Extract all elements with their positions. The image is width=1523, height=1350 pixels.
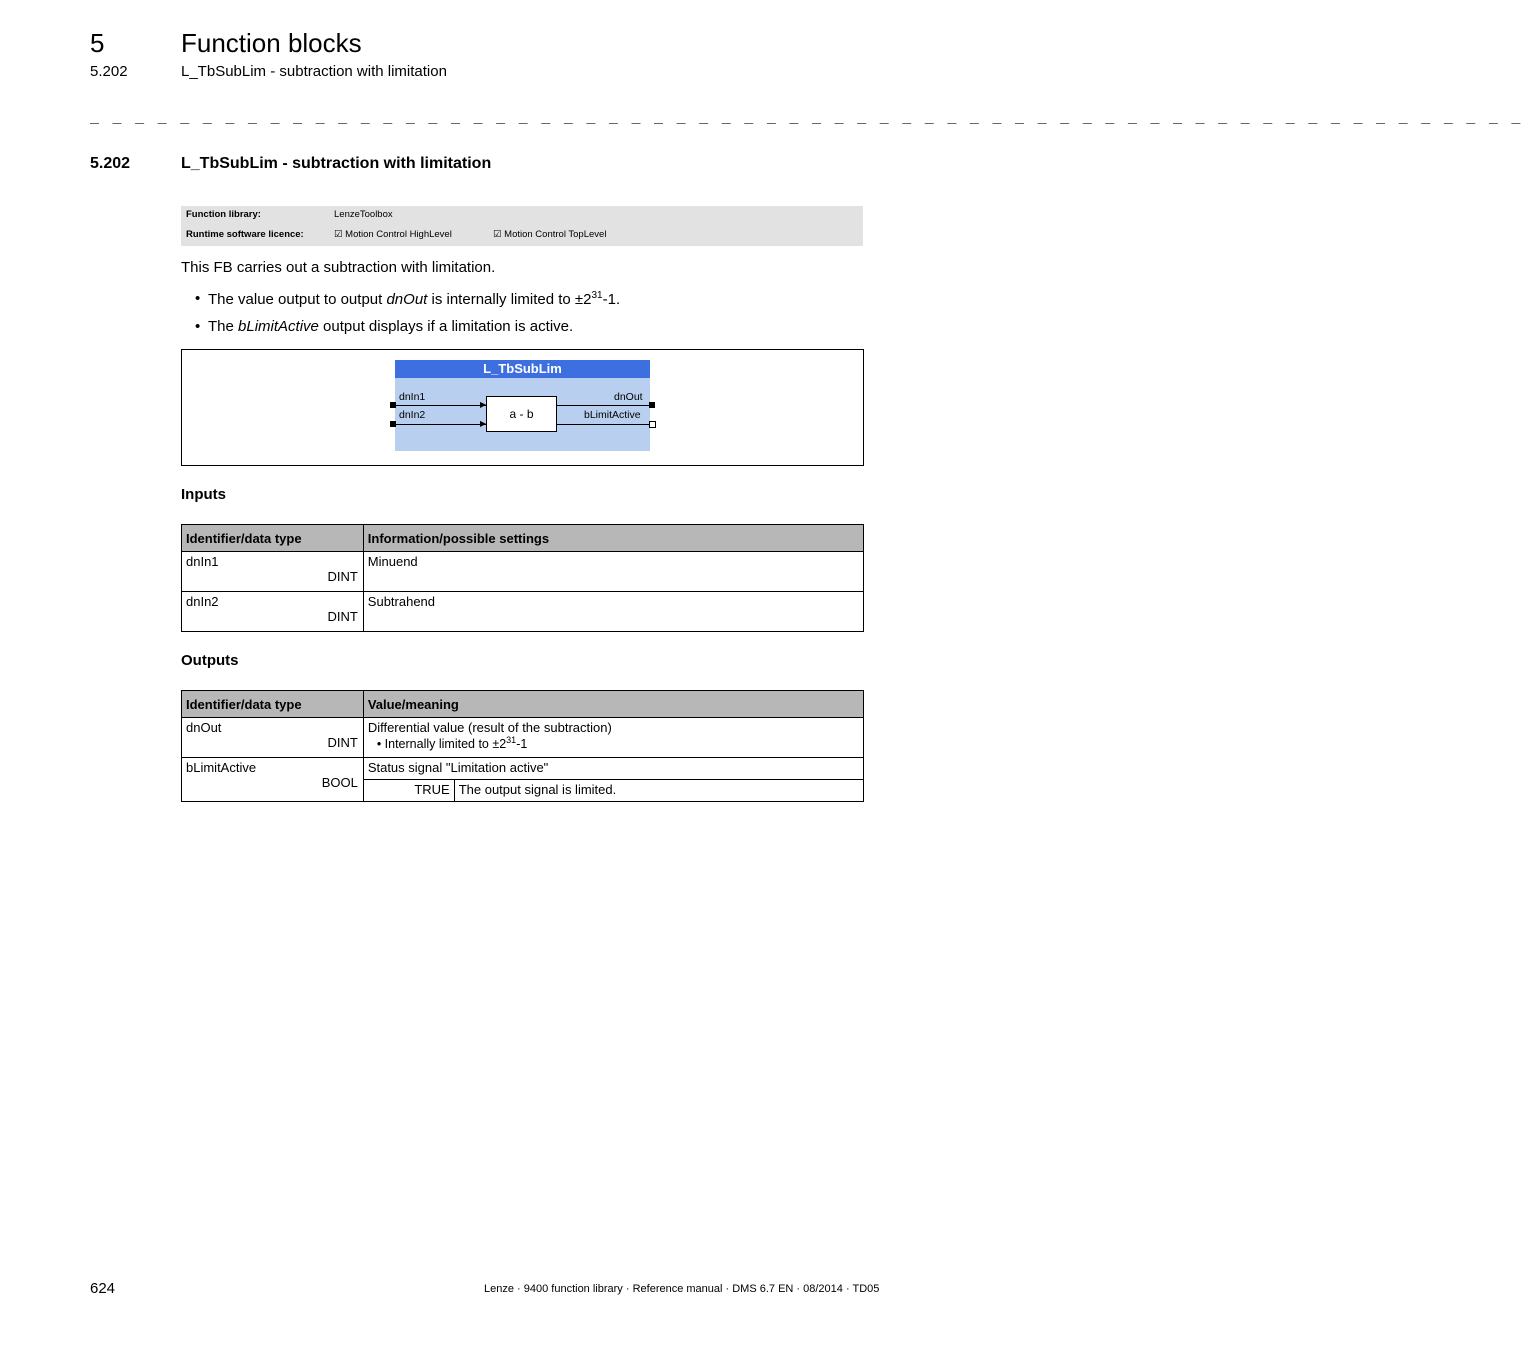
arrow-icon: ▶: [480, 400, 487, 409]
column-header: Identifier/data type: [182, 691, 364, 718]
page-number: 624: [90, 1280, 116, 1297]
table-header-row: [182, 525, 864, 552]
output-pin-bLimitActive: [649, 421, 656, 428]
section-title: L_TbSubLim - subtraction with limitation: [181, 155, 492, 172]
output-wire-2: [557, 424, 652, 425]
running-section-title: L_TbSubLim - subtraction with limitation: [181, 63, 447, 80]
table-row: [182, 592, 864, 632]
value-cell: TRUE: [363, 780, 454, 802]
bullet-dot: •: [195, 290, 201, 307]
outputs-table: [181, 690, 864, 802]
table-row: [182, 758, 864, 780]
info-cell: Minuend: [363, 552, 863, 592]
arrow-icon: ▶: [480, 419, 487, 428]
bullet-text: The bLimitActive output displays if a limitation is active.: [208, 318, 574, 335]
input-wire-2: [393, 424, 486, 425]
footer-doc-info: Lenze · 9400 function library · Reference manual · DMS 6.7 EN · 08/2014 · TD05: [484, 1283, 880, 1295]
section-number: 5.202: [90, 155, 131, 172]
identifier: bLimitActive: [186, 760, 257, 775]
info-cell: Subtrahend: [363, 592, 863, 632]
outputs-heading: Outputs: [181, 652, 239, 669]
licence-highlevel: ☑ Motion Control HighLevel: [334, 229, 452, 240]
library-value: LenzeToolbox: [334, 209, 393, 220]
input-label-dnIn2: dnIn2: [399, 409, 426, 421]
inputs-heading: Inputs: [181, 486, 226, 503]
input-pin-dnIn1: [390, 402, 396, 408]
bullet-text: The value output to output dnOut is internally limited to $\pm 2^{31}-1$.: [208, 290, 621, 308]
identifier-cell: [182, 718, 364, 758]
table-row: [182, 718, 864, 758]
licence-toplevel: ☑ Motion Control TopLevel: [493, 229, 607, 240]
chapter-number: 5: [90, 28, 105, 58]
identifier-cell: [182, 592, 364, 632]
table-header-row: [182, 691, 864, 718]
output-label-bLimitActive: bLimitActive: [584, 409, 641, 421]
library-info-box: [181, 206, 863, 246]
output-wire-1: [557, 405, 652, 406]
data-type: DINT: [327, 569, 358, 584]
function-block-title: L_TbSubLim: [395, 360, 650, 378]
inputs-table: [181, 524, 864, 632]
column-header: Information/possible settings: [363, 525, 863, 552]
info-cell: Status signal "Limitation active": [363, 758, 863, 780]
bullet-dot: •: [195, 318, 201, 335]
operation-box: a - b: [486, 396, 557, 432]
output-label-dnOut: dnOut: [614, 391, 643, 403]
licence-label: Runtime software licence:: [186, 229, 304, 240]
info-text: Differential value (result of the subtraction): [367, 720, 612, 735]
meaning-cell: The output signal is limited.: [454, 780, 863, 802]
data-type: DINT: [327, 735, 358, 750]
info-bullet: • Internally limited to $\pm 2^{31}-1$: [376, 735, 528, 752]
identifier-cell: [182, 758, 364, 802]
input-wire-1: [393, 405, 486, 406]
intro-text: This FB carries out a subtraction with limitation.: [181, 259, 496, 276]
identifier: dnOut: [186, 720, 222, 735]
column-header: Value/meaning: [363, 691, 863, 718]
table-row: [182, 552, 864, 592]
running-section-number: 5.202: [90, 63, 128, 80]
identifier: dnIn2: [186, 594, 219, 609]
library-label: Function library:: [186, 209, 261, 220]
identifier-cell: [182, 552, 364, 592]
data-type: BOOL: [321, 775, 358, 790]
data-type: DINT: [327, 609, 358, 624]
info-cell: [363, 718, 863, 758]
identifier: dnIn1: [186, 554, 219, 569]
chapter-title: Function blocks: [181, 28, 362, 58]
input-pin-dnIn2: [390, 421, 396, 427]
output-pin-dnOut: [649, 402, 655, 408]
header-divider: _ _ _ _ _ _ _ _ _ _ _ _ _ _ _ _ _ _ _ _ _ _ _ _ _ _ _ _ _ _ _ _ _ _ _ _ _ _ _ _ _ _ _ _ _ _ _ _ _ _ _ _ _ _ _ _ _ _ _ _ _ _ _ _: [90, 106, 1523, 124]
column-header: Identifier/data type: [182, 525, 364, 552]
input-label-dnIn1: dnIn1: [399, 391, 426, 403]
